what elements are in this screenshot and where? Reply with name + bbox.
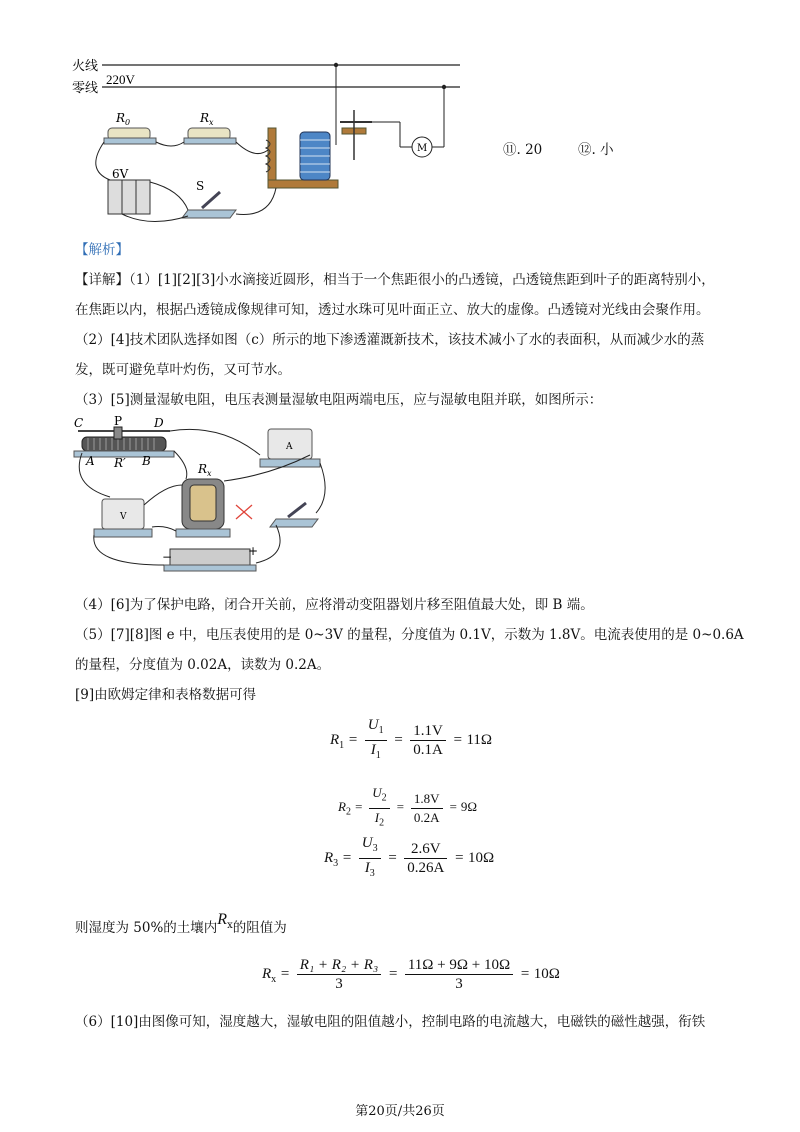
analysis-label: 【解析】 xyxy=(75,242,129,258)
detail-label: 【详解】 xyxy=(75,272,129,288)
paragraph-1a xyxy=(75,270,715,290)
terminal-d-label: D xyxy=(154,416,164,430)
rheostat-label: R′ xyxy=(114,456,126,470)
motor-label: M xyxy=(417,143,428,154)
fire-line-label: 火线 xyxy=(72,59,99,74)
paragraph-5a: （5）[7][8]图 e 中，电压表使用的是 0~3V 的量程，分度值为 0.1V，示数为 1.8V。电流表使用的是 0~0.6A xyxy=(75,627,744,643)
answer-11-value: 20 xyxy=(525,142,543,158)
voltage-label: 220V xyxy=(106,72,135,87)
terminal-a-label: A xyxy=(86,454,95,468)
battery-plus-label: + xyxy=(248,544,259,558)
equation-rx-average: $R_x$ = $\frac{\text{R₁ + R₂ + R₃}}{3}$ = $\frac{11\Omega + 9\Omega + 10\Omega}{3}$ = 10Ω xyxy=(262,957,560,992)
rx-label: $R_x$ xyxy=(200,111,214,127)
switch-label: S xyxy=(196,179,205,193)
equation-r1: $R_1$ = $\frac{U_1}{I_1}$ = $\frac{1.1V}{0.1A}$ = 11Ω xyxy=(330,717,493,761)
paragraph-1b: 在焦距以内，根据凸透镜成像规律可知，透过水珠可见叶面正立、放大的虚像。凸透镜对光线由会聚作用。 xyxy=(75,302,710,318)
answer-12 xyxy=(578,138,614,158)
control-circuit-diagram xyxy=(60,50,480,230)
terminal-c-label: C xyxy=(74,416,84,430)
humidity-resistor-label: $R_x$ xyxy=(198,462,212,478)
paragraph-3: （3）[5]测量湿敏电阻，电压表测量湿敏电阻两端电压，应与湿敏电阻并联，如图所示： xyxy=(75,392,603,408)
terminal-b-label: B xyxy=(142,454,151,468)
answer-12-mark: ⑫. xyxy=(578,142,596,158)
voltmeter-label: V xyxy=(120,512,127,522)
page-footer: 第20页/共26页 xyxy=(355,1104,445,1119)
measurement-circuit-diagram xyxy=(70,415,410,585)
paragraph-7: 则湿度为 50%的土壤内$R_x$的阻值为 xyxy=(75,911,287,936)
paragraph-2a: （2）[4]技术团队选择如图（c）所示的地下渗透灌溉新技术，该技术减小了水的表面积，从而减少水的蒸 xyxy=(75,332,705,348)
paragraph-6: [9]由欧姆定律和表格数据可得 xyxy=(75,687,257,703)
answer-12-value: 小 xyxy=(600,142,614,158)
battery-label: 6V xyxy=(112,167,129,181)
paragraph-5b: 的量程，分度值为 0.02A，读数为 0.2A。 xyxy=(75,657,331,673)
equation-r3: $R_3$ = $\frac{U_3}{I_3}$ = $\frac{2.6V}{0.26A}$ = 10Ω xyxy=(324,835,495,879)
answer-11 xyxy=(503,138,542,158)
slider-p-label: P xyxy=(114,415,123,428)
answer-11-mark: ⑪. xyxy=(503,142,521,158)
r0-label: $R_0$ xyxy=(116,111,131,127)
ammeter-label: A xyxy=(286,442,293,452)
paragraph-4: （4）[6]为了保护电路，闭合开关前，应将滑动变阻器划片移至阻值最大处，即 B 端。 xyxy=(75,597,594,613)
battery-minus-label: − xyxy=(162,550,173,564)
equation-r2: $R_2$ = $\frac{U_2}{I_2}$ = $\frac{1.8V}{0.2A}$ = 9Ω xyxy=(338,785,477,829)
paragraph-2b: 发，既可避免草叶灼伤，又可节水。 xyxy=(75,362,291,378)
neutral-line-label: 零线 xyxy=(72,81,99,96)
paragraph-1a-text: （1）[1][2][3]小水滴接近圆形，相当于一个焦距很小的凸透镜，凸透镜焦距到叶子的距离特别小， xyxy=(129,272,715,288)
paragraph-8: （6）[10]由图像可知，湿度越大，湿敏电阻的阻值越小，控制电路的电流越大，电磁铁的磁性越强，衔铁 xyxy=(75,1014,706,1030)
